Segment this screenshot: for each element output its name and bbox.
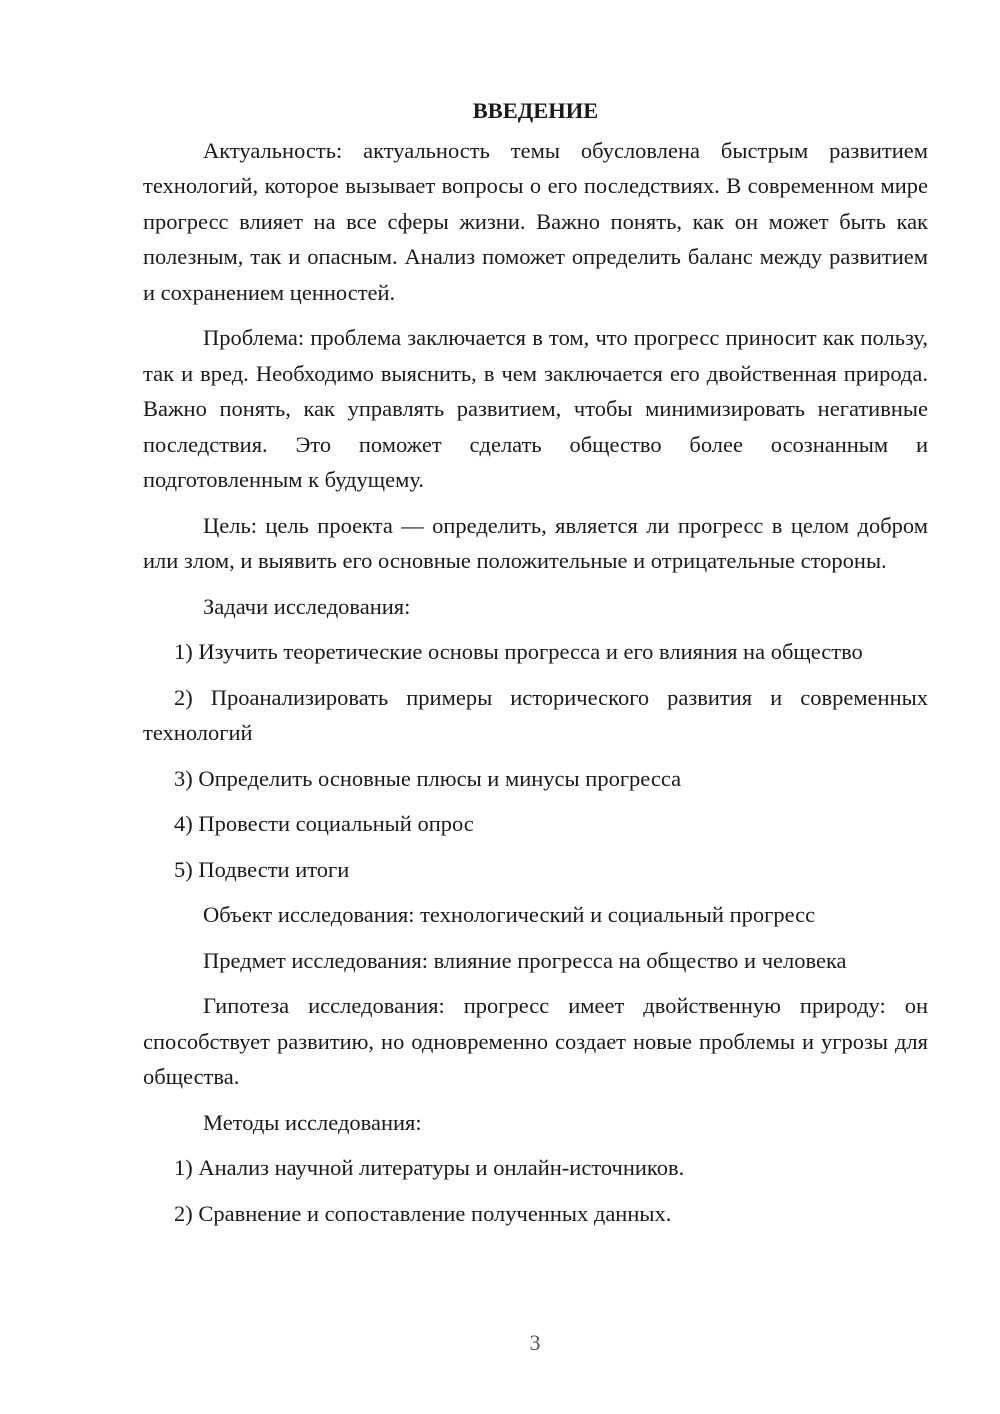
page-number: 3	[529, 1330, 541, 1355]
document-body	[143, 93, 928, 1241]
method-item-1: 1) Анализ научной литературы и онлайн-источников.	[174, 1155, 685, 1180]
page-title: ВВЕДЕНИЕ	[472, 98, 599, 123]
task-item-1: 1) Изучить теоретические основы прогресса и его влияния на общество	[174, 639, 863, 664]
task-item-4: 4) Провести социальный опрос	[174, 811, 474, 836]
task-item-3: 3) Определить основные плюсы и минусы прогресса	[174, 765, 682, 791]
methods-heading: Методы исследования:	[203, 1109, 422, 1135]
goal-paragraph: Цель: цель проекта — определить, является ли прогресс в целом добром или злом, и выявить его основные положительные и отрицательные стороны.	[143, 512, 928, 573]
task-item-2: 2) Проанализировать примеры исторического развития и современных технологий	[143, 684, 928, 745]
task-item-5: 5) Подвести итоги	[174, 856, 350, 882]
subject-paragraph: Предмет исследования: влияние прогресса на общество и человека	[203, 947, 847, 973]
relevance-paragraph: Актуальность: актуальность темы обусловлена быстрым развитием технологий, которое вызывает вопросы о его последствиях. В современном мире прогресс влияет на все сферы жизни. Важно понять, как он может быть как полезным, так и опасным. Анализ поможет определить баланс между развитием и сохранением ценностей.	[143, 137, 928, 305]
object-paragraph: Объект исследования: технологический и социальный прогресс	[203, 902, 816, 927]
tasks-heading: Задачи исследования:	[203, 593, 411, 619]
hypothesis-paragraph: Гипотеза исследования: прогресс имеет двойственную природу: он способствует развитию, но одновременно создает новые проблемы и угрозы для общества.	[143, 993, 928, 1089]
problem-paragraph: Проблема: проблема заключается в том, что прогресс приносит как пользу, так и вред. Необходимо выяснить, в чем заключается его двойственная природа. Важно понять, как управлять развитием, чтобы минимизировать негативные последствия. Это поможет сделать общество более осознанным и подготовленным к будущему.	[143, 325, 928, 492]
method-item-2: 2) Сравнение и сопоставление полученных данных.	[174, 1200, 672, 1226]
